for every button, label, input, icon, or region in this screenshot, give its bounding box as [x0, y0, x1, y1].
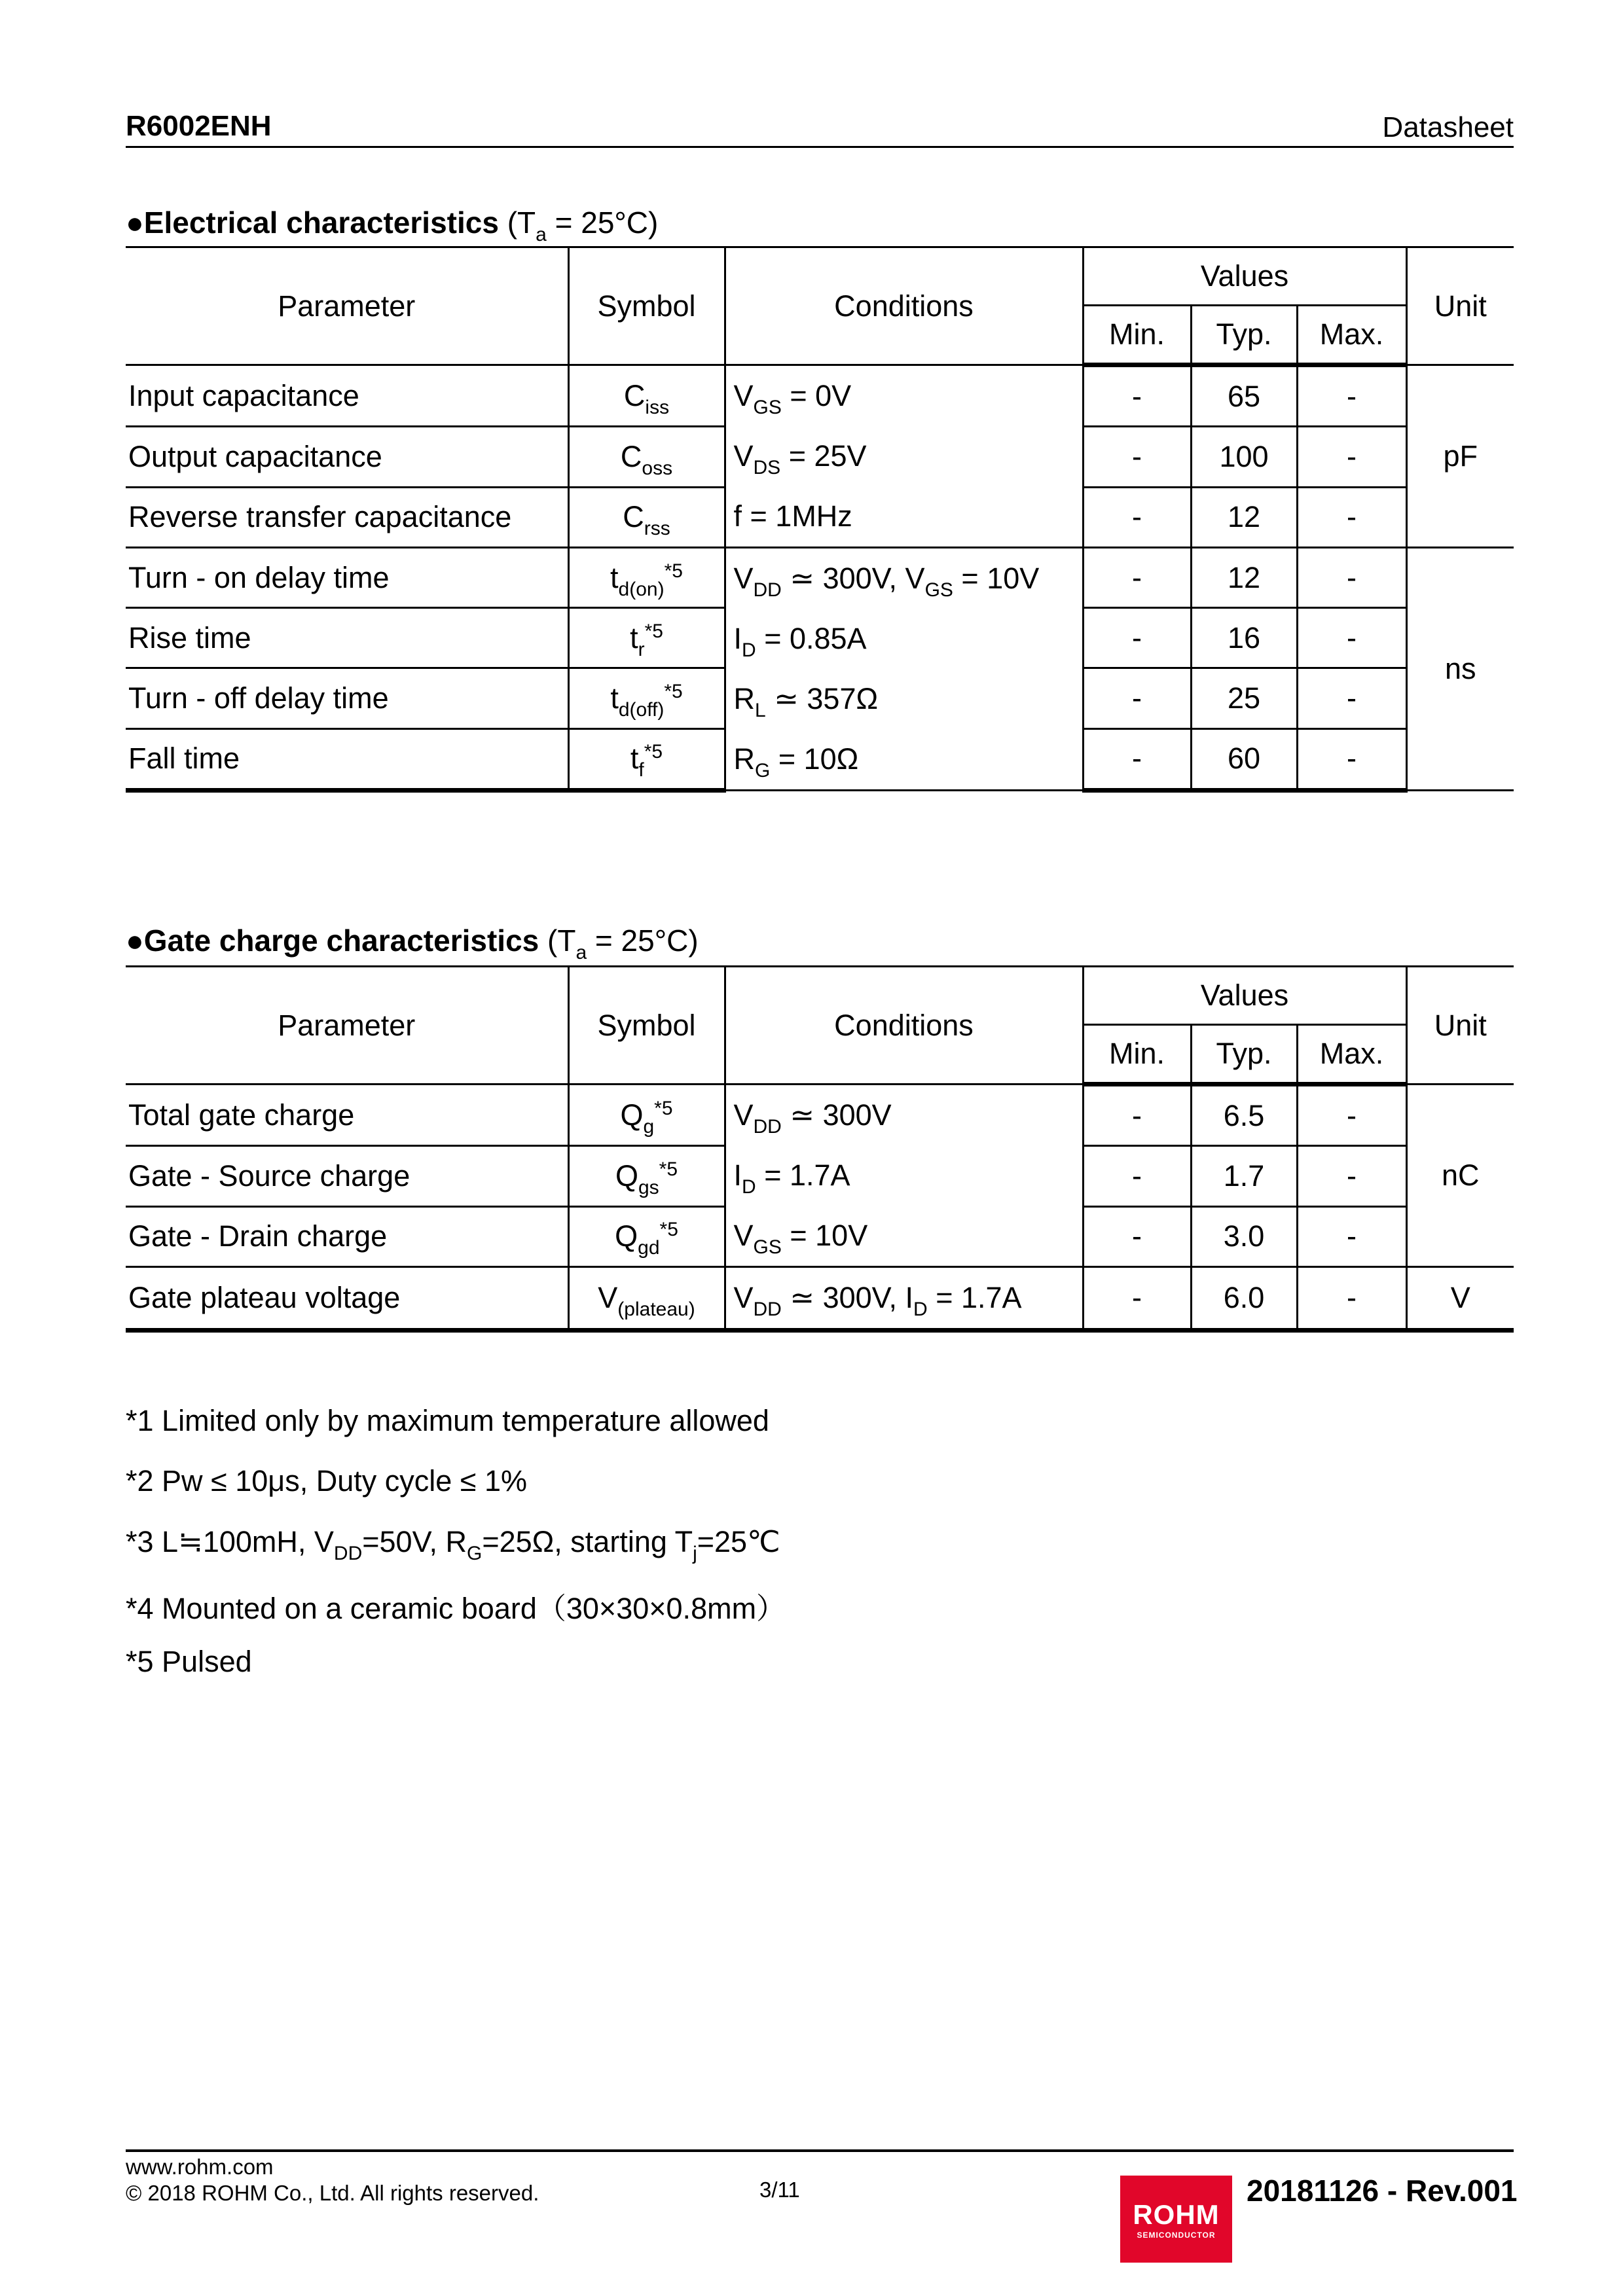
subscript-text: d(on)	[618, 578, 665, 600]
table-row	[126, 365, 1514, 427]
footnote	[126, 1464, 527, 1498]
min-value: -	[1083, 1085, 1191, 1146]
supscript-text: *5	[644, 620, 663, 642]
header-unit: Unit	[1406, 247, 1514, 365]
parameter-cell: Input capacitance	[126, 365, 568, 427]
condition-line	[734, 1268, 1082, 1328]
subscript-text: gd	[638, 1237, 660, 1259]
subscript-text: DD	[333, 1543, 363, 1564]
header-min: Min.	[1083, 306, 1191, 365]
electrical-section-title	[126, 205, 659, 245]
condition-line	[734, 1206, 1082, 1266]
text-segment: =25Ω, starting T	[482, 1525, 693, 1558]
supscript-text: *5	[664, 560, 683, 582]
typ-value: 12	[1191, 548, 1297, 608]
max-value: -	[1297, 608, 1406, 668]
document-type: Datasheet	[1382, 111, 1514, 143]
subscript-text: j	[693, 1543, 697, 1564]
table-row	[126, 1085, 1514, 1146]
subscript-text: a	[575, 942, 587, 963]
conditions-cell	[725, 1085, 1083, 1267]
page-number: 3/11	[759, 2178, 800, 2202]
typ-value: 60	[1191, 728, 1297, 790]
text-segment: = 1.7A	[756, 1158, 850, 1192]
unit-cell: nC	[1406, 1085, 1514, 1267]
text-segment: V	[733, 379, 754, 412]
header-min: Min.	[1083, 1025, 1191, 1085]
part-number: R6002ENH	[126, 110, 272, 142]
footnote	[126, 1585, 786, 1627]
parameter-cell: Turn - on delay time	[126, 548, 568, 608]
max-value: -	[1297, 427, 1406, 487]
bullet-icon: ●	[126, 206, 144, 240]
bullet-icon: ●	[126, 924, 144, 958]
typ-value: 100	[1191, 427, 1297, 487]
text-segment: V	[733, 1281, 754, 1314]
symbol-cell	[568, 1146, 725, 1206]
footnote	[126, 1645, 252, 1679]
text-segment: f = 1MHz	[733, 499, 852, 533]
text-segment: V	[733, 1219, 754, 1252]
max-value: -	[1297, 1267, 1406, 1331]
typ-value: 6.5	[1191, 1085, 1297, 1146]
min-value: -	[1083, 608, 1191, 668]
text-segment: I	[733, 622, 742, 655]
subscript-text: oss	[642, 457, 673, 480]
conditions-cell	[725, 548, 1083, 791]
min-value: -	[1083, 668, 1191, 728]
text-segment: = 10V	[953, 562, 1040, 595]
text-segment: V	[733, 1098, 754, 1132]
symbol-cell	[568, 1206, 725, 1266]
subscript-text: DD	[753, 1116, 782, 1138]
text-segment: Q	[615, 1219, 638, 1253]
supscript-text: *5	[664, 681, 683, 703]
min-value: -	[1083, 365, 1191, 427]
condition-line	[734, 548, 1082, 609]
text-segment: ≃ 300V, I	[781, 1281, 914, 1314]
text-segment: = 0V	[781, 379, 852, 412]
section-heading: Gate charge characteristics	[143, 924, 539, 958]
header-divider	[126, 146, 1514, 148]
gate-charge-table	[126, 965, 1514, 1333]
text-segment: *3 L≒100mH, V	[126, 1525, 334, 1558]
subscript-text: rss	[644, 518, 670, 540]
table-row	[126, 548, 1514, 608]
conditions-cell	[725, 365, 1083, 548]
parameter-cell: Reverse transfer capacitance	[126, 487, 568, 547]
text-segment: C	[623, 378, 646, 412]
footer-copyright: © 2018 ROHM Co., Ltd. All rights reserved.	[126, 2181, 539, 2205]
symbol-cell	[568, 548, 725, 608]
parameter-cell: Gate - Source charge	[126, 1146, 568, 1206]
text-segment: V	[733, 439, 754, 473]
supscript-text: *5	[644, 741, 663, 763]
unit-cell: ns	[1406, 548, 1514, 791]
text-segment: V	[598, 1281, 618, 1314]
parameter-cell: Gate plateau voltage	[126, 1267, 568, 1331]
text-segment: (T	[498, 206, 536, 240]
subscript-text: g	[643, 1115, 655, 1138]
text-segment: t	[610, 560, 619, 594]
min-value: -	[1083, 487, 1191, 547]
subscript-text: G	[755, 760, 771, 781]
footnote	[126, 1404, 769, 1438]
condition-line	[734, 486, 1082, 547]
header-parameter: Parameter	[126, 247, 568, 365]
parameter-cell: Total gate charge	[126, 1085, 568, 1146]
subscript-text: G	[466, 1543, 483, 1564]
max-value: -	[1297, 365, 1406, 427]
subscript-text: gs	[638, 1177, 659, 1199]
subscript-text: r	[638, 638, 645, 660]
subscript-text: GS	[753, 1236, 782, 1258]
logo-subtext: SEMICONDUCTOR	[1137, 2231, 1216, 2240]
max-value: -	[1297, 728, 1406, 790]
header-typ: Typ.	[1191, 306, 1297, 365]
text-segment: = 0.85A	[756, 622, 867, 655]
condition-line	[734, 1085, 1082, 1145]
text-segment: (T	[539, 924, 576, 958]
header-max: Max.	[1297, 306, 1406, 365]
condition-line	[734, 426, 1082, 486]
symbol-cell	[568, 728, 725, 790]
symbol-cell	[568, 1085, 725, 1146]
text-segment: R	[733, 682, 755, 715]
footer-divider	[126, 2149, 1514, 2152]
header-symbol: Symbol	[568, 967, 725, 1085]
text-segment: Q	[620, 1098, 644, 1132]
condition-line	[734, 366, 1082, 426]
header-parameter: Parameter	[126, 967, 568, 1085]
text-segment: *2 Pw ≤ 10μs, Duty cycle ≤ 1%	[126, 1464, 528, 1498]
text-segment: R	[733, 742, 755, 776]
condition-line	[734, 729, 1082, 789]
parameter-cell: Fall time	[126, 728, 568, 790]
max-value: -	[1297, 668, 1406, 728]
subscript-text: DD	[753, 1299, 782, 1320]
typ-value: 6.0	[1191, 1267, 1297, 1331]
max-value: -	[1297, 1085, 1406, 1146]
header-max: Max.	[1297, 1025, 1406, 1085]
min-value: -	[1083, 1206, 1191, 1266]
subscript-text: f	[638, 759, 644, 781]
typ-value: 1.7	[1191, 1146, 1297, 1206]
text-segment: t	[630, 620, 638, 655]
text-segment: =25℃	[697, 1525, 780, 1558]
footer-url[interactable]: www.rohm.com	[126, 2155, 274, 2179]
text-segment: *5 Pulsed	[126, 1645, 252, 1678]
symbol-cell	[568, 1267, 725, 1331]
typ-value: 3.0	[1191, 1206, 1297, 1266]
header-values: Values	[1083, 247, 1406, 306]
subscript-text: GS	[753, 397, 782, 418]
text-segment: t	[630, 742, 639, 776]
text-segment: ≃ 300V	[781, 1098, 892, 1132]
symbol-cell	[568, 365, 725, 427]
symbol-cell	[568, 427, 725, 487]
rohm-logo	[1120, 2176, 1232, 2263]
table-row	[126, 1267, 1514, 1331]
text-segment: = 1.7A	[927, 1281, 1022, 1314]
text-segment: C	[620, 440, 642, 474]
header-unit: Unit	[1406, 967, 1514, 1085]
max-value: -	[1297, 487, 1406, 547]
text-segment: = 25°C)	[546, 206, 659, 240]
symbol-cell	[568, 487, 725, 547]
text-segment: ≃ 357Ω	[765, 682, 879, 715]
header-symbol: Symbol	[568, 247, 725, 365]
parameter-cell: Output capacitance	[126, 427, 568, 487]
subscript-text: a	[536, 224, 547, 245]
header-values: Values	[1083, 967, 1406, 1025]
text-segment: Q	[615, 1159, 638, 1193]
condition-line	[734, 1145, 1082, 1206]
text-segment: C	[623, 500, 644, 534]
electrical-characteristics-table	[126, 246, 1514, 793]
typ-value: 25	[1191, 668, 1297, 728]
subscript-text: d(off)	[618, 699, 665, 721]
conditions-cell	[725, 1267, 1083, 1331]
condition-line	[734, 669, 1082, 729]
text-segment: = 25°C)	[587, 924, 699, 958]
subscript-text: D	[742, 1176, 756, 1198]
text-segment: *1 Limited only by maximum temperature allowed	[126, 1404, 769, 1437]
supscript-text: *5	[659, 1219, 678, 1241]
header-conditions: Conditions	[725, 967, 1083, 1085]
subscript-text: GS	[924, 579, 953, 601]
subscript-text: DD	[753, 579, 782, 601]
logo-text: ROHM	[1133, 2199, 1220, 2230]
header-conditions: Conditions	[725, 247, 1083, 365]
supscript-text: *5	[659, 1158, 678, 1181]
min-value: -	[1083, 1267, 1191, 1331]
text-segment: t	[610, 681, 619, 715]
subscript-text: L	[755, 700, 766, 721]
unit-cell: V	[1406, 1267, 1514, 1331]
symbol-cell	[568, 608, 725, 668]
typ-value: 12	[1191, 487, 1297, 547]
text-segment: *4 Mounted on a ceramic board（30×30×0.8mm）	[126, 1592, 786, 1625]
subscript-text: D	[742, 639, 756, 661]
text-segment: = 10Ω	[770, 742, 859, 776]
gate-section-title	[126, 923, 699, 963]
subscript-text: (plateau)	[617, 1299, 695, 1320]
max-value: -	[1297, 1206, 1406, 1266]
text-segment: V	[733, 562, 754, 595]
condition-line	[734, 609, 1082, 669]
footnote	[126, 1524, 780, 1564]
typ-value: 65	[1191, 365, 1297, 427]
subscript-text: D	[913, 1299, 928, 1320]
section-heading: Electrical characteristics	[143, 206, 499, 240]
subscript-text: iss	[645, 396, 670, 418]
parameter-cell: Turn - off delay time	[126, 668, 568, 728]
text-segment: =50V, R	[362, 1525, 467, 1558]
parameter-cell: Rise time	[126, 608, 568, 668]
min-value: -	[1083, 427, 1191, 487]
text-segment: = 10V	[781, 1219, 868, 1252]
symbol-cell	[568, 668, 725, 728]
min-value: -	[1083, 1146, 1191, 1206]
text-segment: I	[733, 1158, 742, 1192]
subscript-text: DS	[753, 457, 781, 478]
max-value: -	[1297, 1146, 1406, 1206]
max-value: -	[1297, 548, 1406, 608]
min-value: -	[1083, 548, 1191, 608]
parameter-cell: Gate - Drain charge	[126, 1206, 568, 1266]
unit-cell: pF	[1406, 365, 1514, 548]
header-typ: Typ.	[1191, 1025, 1297, 1085]
typ-value: 16	[1191, 608, 1297, 668]
revision: 20181126 - Rev.001	[1247, 2174, 1518, 2208]
min-value: -	[1083, 728, 1191, 790]
text-segment: ≃ 300V, V	[781, 562, 925, 595]
supscript-text: *5	[654, 1097, 673, 1119]
text-segment: = 25V	[780, 439, 867, 473]
